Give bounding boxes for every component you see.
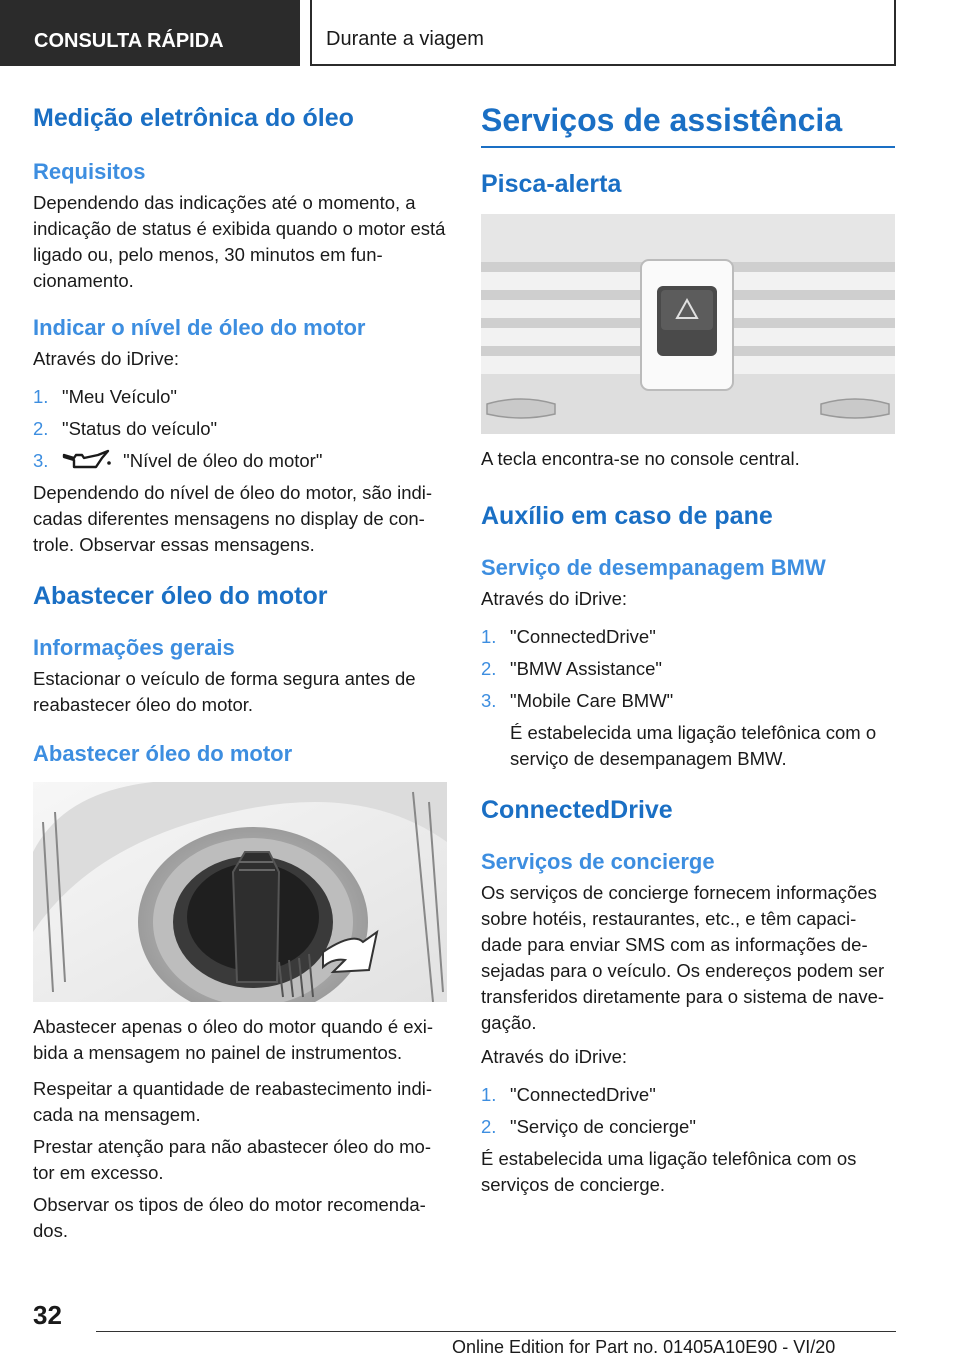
indicate-text: Dependendo do nível de óleo do motor, são indi-cadas diferentes mensagens no display de con-trole. Observar essas mensagens. bbox=[33, 482, 433, 555]
step-number: 3. bbox=[33, 450, 49, 471]
concierge-text: Os serviços de concierge fornecem informações sobre hotéis, restaurantes, etc., e têm capaci-dade para enviar SMS com as informações de-sejadas para o veículo. Os endereços podem ser transferidos diretamente para o sistema de nave-gação. bbox=[481, 882, 885, 1033]
heading-hazard-lights: Pisca-alerta bbox=[481, 170, 622, 198]
heading-refill-oil-sub: Abastecer óleo do motor bbox=[33, 741, 293, 766]
list-item bbox=[481, 688, 895, 772]
heading-connecteddrive: ConnectedDrive bbox=[481, 796, 673, 824]
heading-requirements: Requisitos bbox=[33, 159, 146, 184]
heading-oil-measurement: Medição eletrônica do óleo bbox=[33, 104, 354, 132]
step-number: 2. bbox=[481, 658, 497, 679]
heading-refill-oil: Abastecer óleo do motor bbox=[33, 582, 328, 610]
oil-can-icon bbox=[62, 449, 112, 471]
step-text: "Meu Veículo" bbox=[62, 386, 177, 407]
general-info-text: Estacionar o veículo de forma segura antes de reabastecer óleo do motor. bbox=[33, 668, 416, 715]
step-number: 1. bbox=[33, 386, 49, 407]
hazard-caption: A tecla encontra-se no console central. bbox=[481, 448, 800, 469]
hazard-switch-image bbox=[481, 214, 895, 434]
step-number: 1. bbox=[481, 1084, 497, 1105]
step-text: "ConnectedDrive" bbox=[510, 1084, 656, 1105]
footer-divider bbox=[96, 1331, 896, 1332]
step-text: "Mobile Care BMW" bbox=[510, 690, 674, 711]
refill-text-4: Observar os tipos de óleo do motor recomenda-dos. bbox=[33, 1194, 426, 1241]
list-item bbox=[33, 416, 447, 442]
refill-text-3: Prestar atenção para não abastecer óleo do mo-tor em excesso. bbox=[33, 1136, 431, 1183]
refill-text-2: Respeitar a quantidade de reabastecimento indi-cada na mensagem. bbox=[33, 1078, 433, 1125]
list-item bbox=[481, 1082, 895, 1108]
step-note: É estabelecida uma ligação telefônica com o serviço de desempanagem BMW. bbox=[510, 722, 877, 769]
list-item bbox=[481, 656, 895, 682]
via-idrive-text-2: Através do iDrive: bbox=[481, 1046, 627, 1067]
page-title: Serviços de assistência bbox=[481, 100, 895, 148]
heading-bmw-service: Serviço de desempanagem BMW bbox=[481, 555, 826, 580]
list-item bbox=[481, 1114, 895, 1140]
heading-concierge: Serviços de concierge bbox=[481, 849, 715, 874]
edition-text: Online Edition for Part no. 01405A10E90 - VI/20 bbox=[452, 1337, 836, 1357]
list-item bbox=[33, 384, 447, 410]
left-column bbox=[33, 100, 447, 1244]
heading-indicate-level: Indicar o nível de óleo do motor bbox=[33, 315, 366, 340]
concierge-end-text: É estabelecida uma ligação telefônica com os serviços de concierge. bbox=[481, 1148, 857, 1195]
requirements-text: Dependendo das indicações até o momento, a indicação de status é exibida quando o motor está ligado ou, pelo menos, 30 minutos em fun-cionamento. bbox=[33, 192, 446, 291]
breakdown-steps bbox=[481, 624, 895, 772]
step-text: "ConnectedDrive" bbox=[510, 626, 656, 647]
oil-filler-cap-image bbox=[33, 782, 447, 1002]
step-text: "BMW Assistance" bbox=[510, 658, 662, 679]
page-number: 32 bbox=[33, 1300, 62, 1330]
concierge-steps bbox=[481, 1082, 895, 1140]
list-item bbox=[33, 448, 447, 474]
step-number: 2. bbox=[481, 1116, 497, 1137]
list-item bbox=[481, 624, 895, 650]
chapter-label: Durante a viagem bbox=[326, 28, 484, 50]
heading-general-info: Informações gerais bbox=[33, 635, 235, 660]
indicate-steps bbox=[33, 384, 447, 474]
step-number: 1. bbox=[481, 626, 497, 647]
via-idrive-text: Através do iDrive: bbox=[33, 348, 179, 369]
section-tab bbox=[0, 0, 300, 66]
step-text: "Nível de óleo do motor" bbox=[123, 450, 323, 471]
step-text: "Status do veículo" bbox=[62, 418, 218, 439]
step-number: 3. bbox=[481, 690, 497, 711]
heading-breakdown-help: Auxílio em caso de pane bbox=[481, 502, 773, 530]
chapter-tab bbox=[310, 0, 896, 66]
refill-text-1: Abastecer apenas o óleo do motor quando é exi-bida a mensagem no painel de instrumentos. bbox=[33, 1016, 434, 1063]
step-number: 2. bbox=[33, 418, 49, 439]
section-label: CONSULTA RÁPIDA bbox=[34, 30, 224, 52]
right-column bbox=[481, 100, 895, 1198]
step-text: "Serviço de concierge" bbox=[510, 1116, 696, 1137]
via-idrive-text: Através do iDrive: bbox=[481, 588, 627, 609]
